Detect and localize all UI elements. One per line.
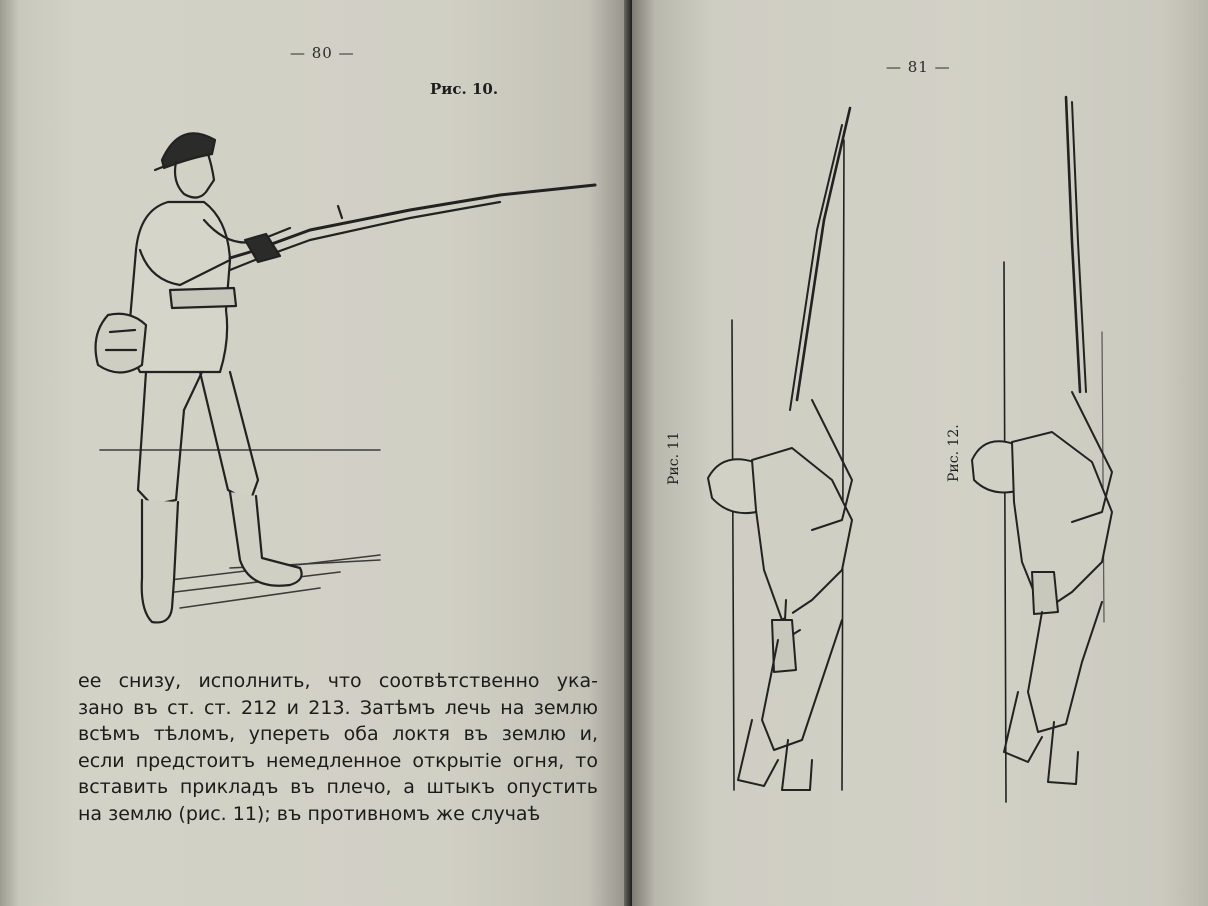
figure-10-standing-soldier-illustration xyxy=(80,110,610,640)
left-page-number: — 80 — xyxy=(290,44,355,62)
right-page-number: — 81 — xyxy=(886,58,951,76)
figure-11-prone-soldier-illustration xyxy=(692,100,922,800)
right-page xyxy=(632,0,1208,906)
figure-11-caption: Рис. 11 xyxy=(666,431,682,485)
text-line-4: если предстоитъ немедленное открытіе огня, то xyxy=(78,749,598,772)
text-line-3: всѣмъ тѣломъ, упереть оба локтя въ землю и, xyxy=(78,723,598,745)
text-line-5: вставить прикладъ въ плечо, а штыкъ опустить xyxy=(78,776,598,798)
text-line-1: ее снизу, исполнить, что соотвѣтственно ука- xyxy=(78,670,598,692)
figure-12-prone-soldier-illustration xyxy=(962,92,1162,812)
text-line-6: на землю (рис. 11); въ противномъ же случаѣ xyxy=(78,802,541,825)
left-page-body-text xyxy=(78,668,598,827)
figure-12-caption: Рис. 12. xyxy=(946,424,962,482)
text-line-2: зано въ ст. ст. 212 и 213. Затѣмъ лечь на землю xyxy=(78,696,598,719)
figure-10-caption: Рис. 10. xyxy=(430,80,499,98)
